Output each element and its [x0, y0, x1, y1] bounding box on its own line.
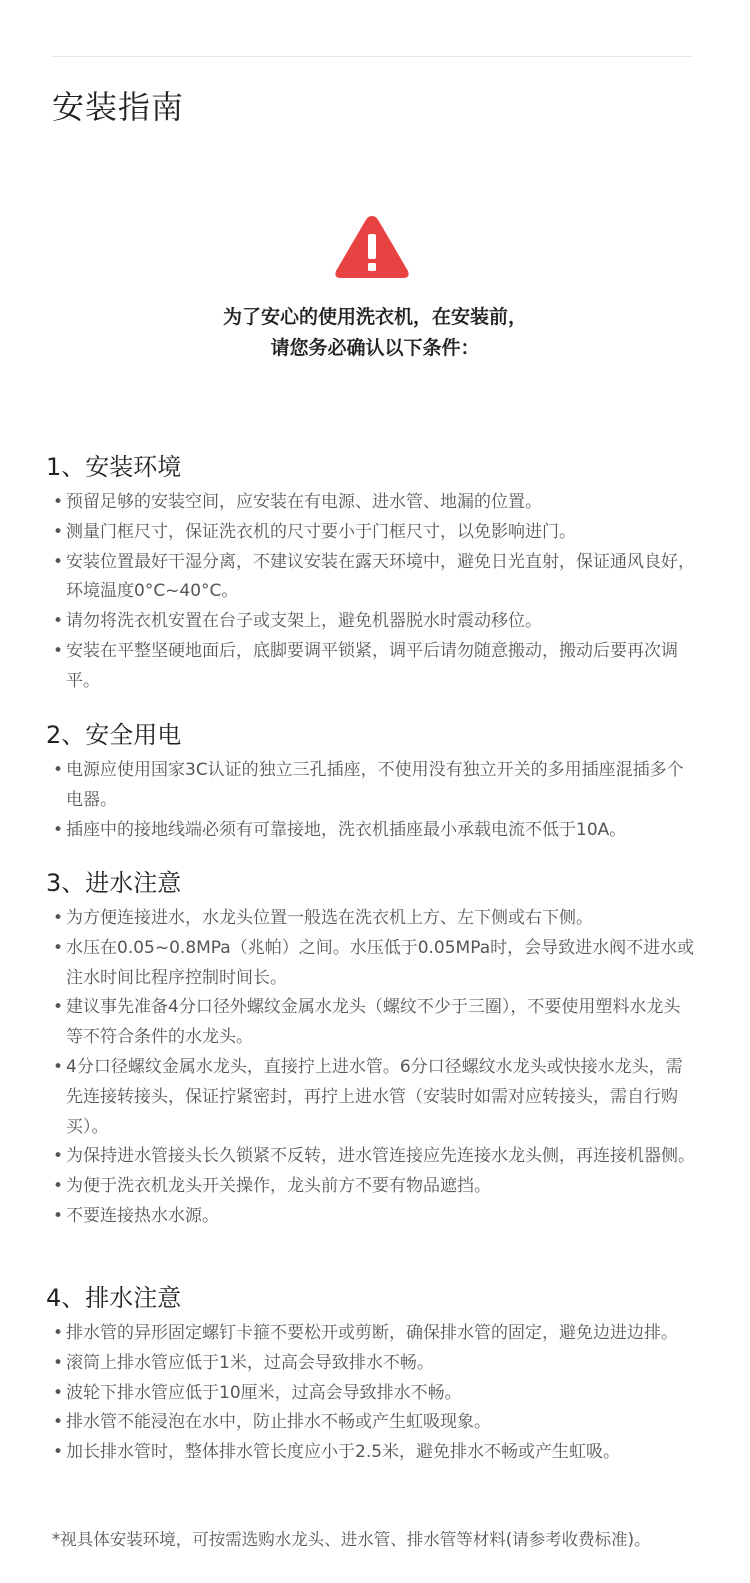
- list-item: • 安装位置最好干湿分离，不建议安装在露天环境中，避免日光直射，保证通风良好，环境温度0°C~40°C。: [46, 548, 696, 608]
- list-item: • 4分口径螺纹金属水龙头，直接拧上进水管。6分口径螺纹水龙头或快接水龙头，需先连接转接头，保证拧紧密封，再拧上进水管（安装时如需对应转接头，需自行购买）。: [46, 1053, 696, 1142]
- section-water-inlet: [46, 868, 696, 1232]
- notice-line-1: 为了安心的使用洗衣机，在安装前，: [222, 306, 527, 328]
- list-item: • 请勿将洗衣机安置在台子或支架上，避免机器脱水时震动移位。: [46, 607, 696, 637]
- list-item: • 电源应使用国家3C认证的独立三孔插座，不使用没有独立开关的多用插座混插多个电器。: [46, 756, 696, 816]
- section-drainage: [46, 1283, 696, 1468]
- section-title: 1、安装环境: [46, 453, 182, 481]
- list-item: • 水压在0.05~0.8MPa（兆帕）之间。水压低于0.05MPa时，会导致进水阀不进水或注水时间比程序控制时间长。: [46, 934, 696, 994]
- list-item: • 滚筒上排水管应低于1米，过高会导致排水不畅。: [46, 1349, 696, 1379]
- list-item: • 安装在平整坚硬地面后，底脚要调平锁紧，调平后请勿随意搬动，搬动后要再次调平。: [46, 637, 696, 697]
- list-item: • 不要连接热水水源。: [46, 1202, 696, 1232]
- list-item: • 为便于洗衣机龙头开关操作，龙头前方不要有物品遮挡。: [46, 1172, 696, 1202]
- list-item: • 预留足够的安装空间，应安装在有电源、进水管、地漏的位置。: [46, 488, 696, 518]
- top-divider: [52, 56, 692, 57]
- section-title: 3、进水注意: [46, 869, 182, 897]
- section-install-environment: [46, 452, 696, 697]
- warning-icon: [332, 212, 412, 282]
- list-item: • 为方便连接进水，水龙头位置一般选在洗衣机上方、左下侧或右下侧。: [46, 904, 696, 934]
- section-electrical-safety: [46, 720, 696, 845]
- section-title: 4、排水注意: [46, 1284, 182, 1312]
- section-title: 2、安全用电: [46, 721, 182, 749]
- list-item: • 排水管的异形固定螺钉卡箍不要松开或剪断，确保排水管的固定，避免边进边排。: [46, 1319, 696, 1349]
- page-title: 安装指南: [52, 88, 185, 126]
- list-item: • 加长排水管时，整体排水管长度应小于2.5米，避免排水不畅或产生虹吸。: [46, 1438, 696, 1468]
- notice-line-2: 请您务必确认以下条件：: [270, 337, 480, 359]
- list-item: • 为保持进水管接头长久锁紧不反转，进水管连接应先连接水龙头侧，再连接机器侧。: [46, 1142, 696, 1172]
- list-item: • 测量门框尺寸，保证洗衣机的尺寸要小于门框尺寸，以免影响进门。: [46, 518, 696, 548]
- footnote: *视具体安装环境，可按需选购水龙头、进水管、排水管等材料(请参考收费标准)。: [52, 1530, 651, 1549]
- list-item: • 排水管不能浸泡在水中，防止排水不畅或产生虹吸现象。: [46, 1408, 696, 1438]
- list-item: • 波轮下排水管应低于10厘米，过高会导致排水不畅。: [46, 1379, 696, 1409]
- list-item: • 建议事先准备4分口径外螺纹金属水龙头（螺纹不少于三圈），不要使用塑料水龙头等不符合条件的水龙头。: [46, 993, 696, 1053]
- list-item: • 插座中的接地线端必须有可靠接地，洗衣机插座最小承载电流不低于10A。: [46, 816, 696, 846]
